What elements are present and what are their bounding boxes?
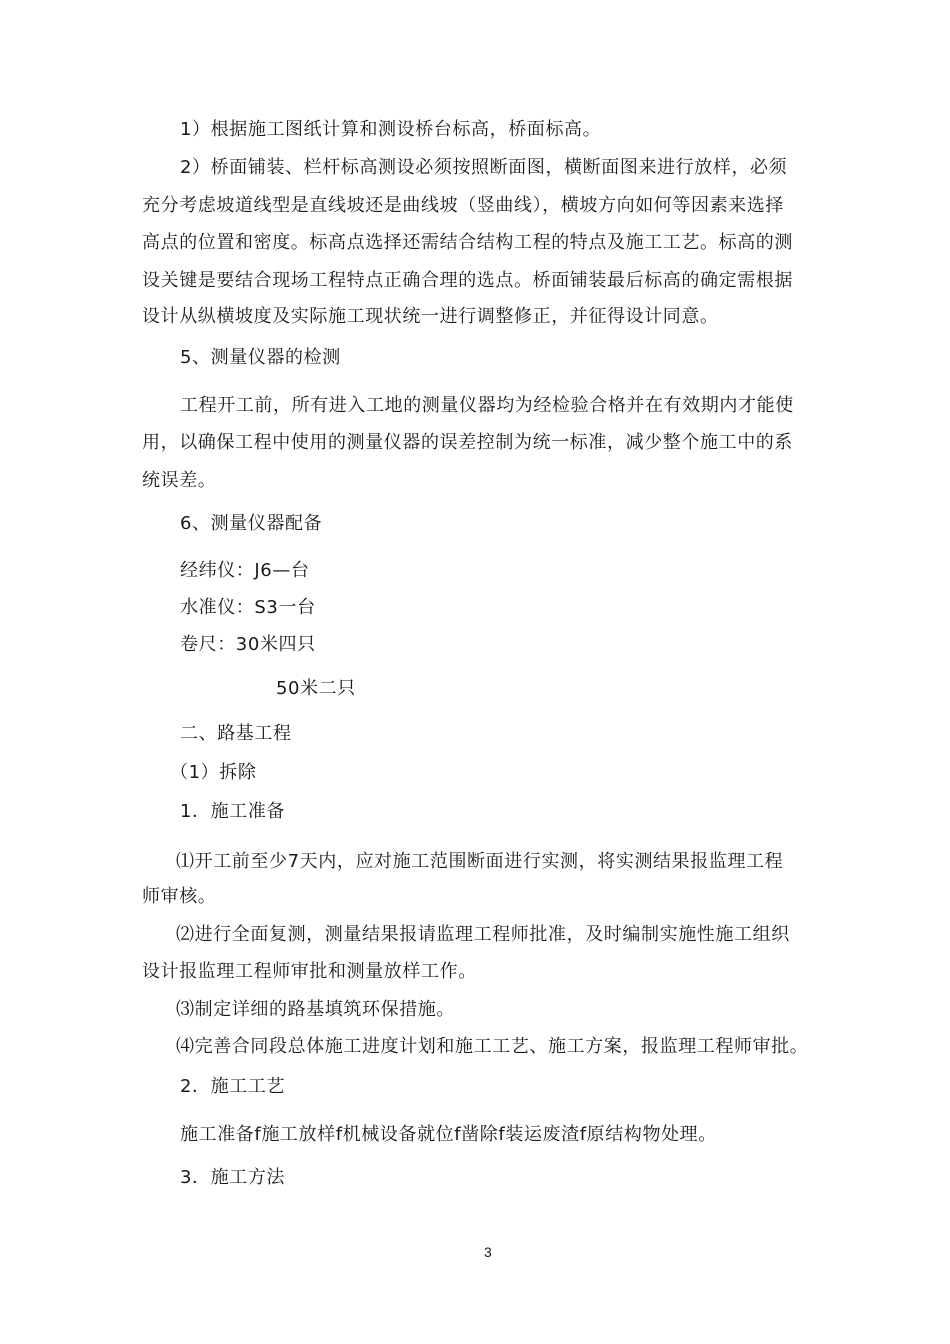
section-heading: （1）拆除 <box>170 762 257 783</box>
section-heading: 2．施工工艺 <box>180 1076 286 1097</box>
text-line: 水准仪：S3一台 <box>180 597 316 618</box>
text-line: 经纬仪：J6—台 <box>180 560 310 581</box>
text-line: ⑷完善合同段总体施工进度计划和施工工艺、施工方案，报监理工程师审批。 <box>176 1036 809 1057</box>
text-line: 用，以确保工程中使用的测量仪器的误差控制为统一标准，减少整个施工中的系 <box>142 432 793 453</box>
text-line: 工程开工前，所有进入工地的测量仪器均为经检验合格并在有效期内才能使 <box>180 395 794 416</box>
text-line: 充分考虑坡道线型是直线坡还是曲线坡（竖曲线），横坡方向如何等因素来选择 <box>142 195 784 216</box>
text-line: 设计报监理工程师审批和测量放样工作。 <box>142 961 477 982</box>
section-heading: 5、测量仪器的检测 <box>180 347 341 368</box>
text-line: 50米二只 <box>276 678 356 699</box>
text-line: 2）桥面铺装、栏杆标高测设必须按照断面图，横断面图来进行放样，必须 <box>180 157 788 178</box>
text-line: 统误差。 <box>142 470 217 491</box>
section-heading: 二、路基工程 <box>180 723 292 744</box>
text-line: 施工准备f施工放样f机械设备就位f凿除f装运废渣f原结构物处理。 <box>180 1124 717 1145</box>
section-heading: 3．施工方法 <box>180 1167 286 1188</box>
text-line: 高点的位置和密度。标高点选择还需结合结构工程的特点及施工工艺。标高的测 <box>142 232 793 253</box>
text-line: ⑵进行全面复测，测量结果报请监理工程师批准，及时编制实施性施工组织 <box>176 924 790 945</box>
section-heading: 6、测量仪器配备 <box>180 513 323 534</box>
text-line: 卷尺：30米四只 <box>180 634 316 655</box>
text-line: 设计从纵横坡度及实际施工现状统一进行调整修正，并征得设计同意。 <box>142 306 719 327</box>
text-line: ⑶制定详细的路基填筑环保措施。 <box>176 999 455 1020</box>
page-number: 3 <box>484 1244 492 1260</box>
section-heading: 1．施工准备 <box>180 801 286 822</box>
text-line: 师审核。 <box>142 886 217 907</box>
text-line: ⑴开工前至少7天内，应对施工范围断面进行实测，将实测结果报监理工程 <box>176 851 784 872</box>
text-line: 1）根据施工图纸计算和测设桥台标高，桥面标高。 <box>180 119 602 140</box>
text-line: 设关键是要结合现场工程特点正确合理的选点。桥面铺装最后标高的确定需根据 <box>142 270 793 291</box>
